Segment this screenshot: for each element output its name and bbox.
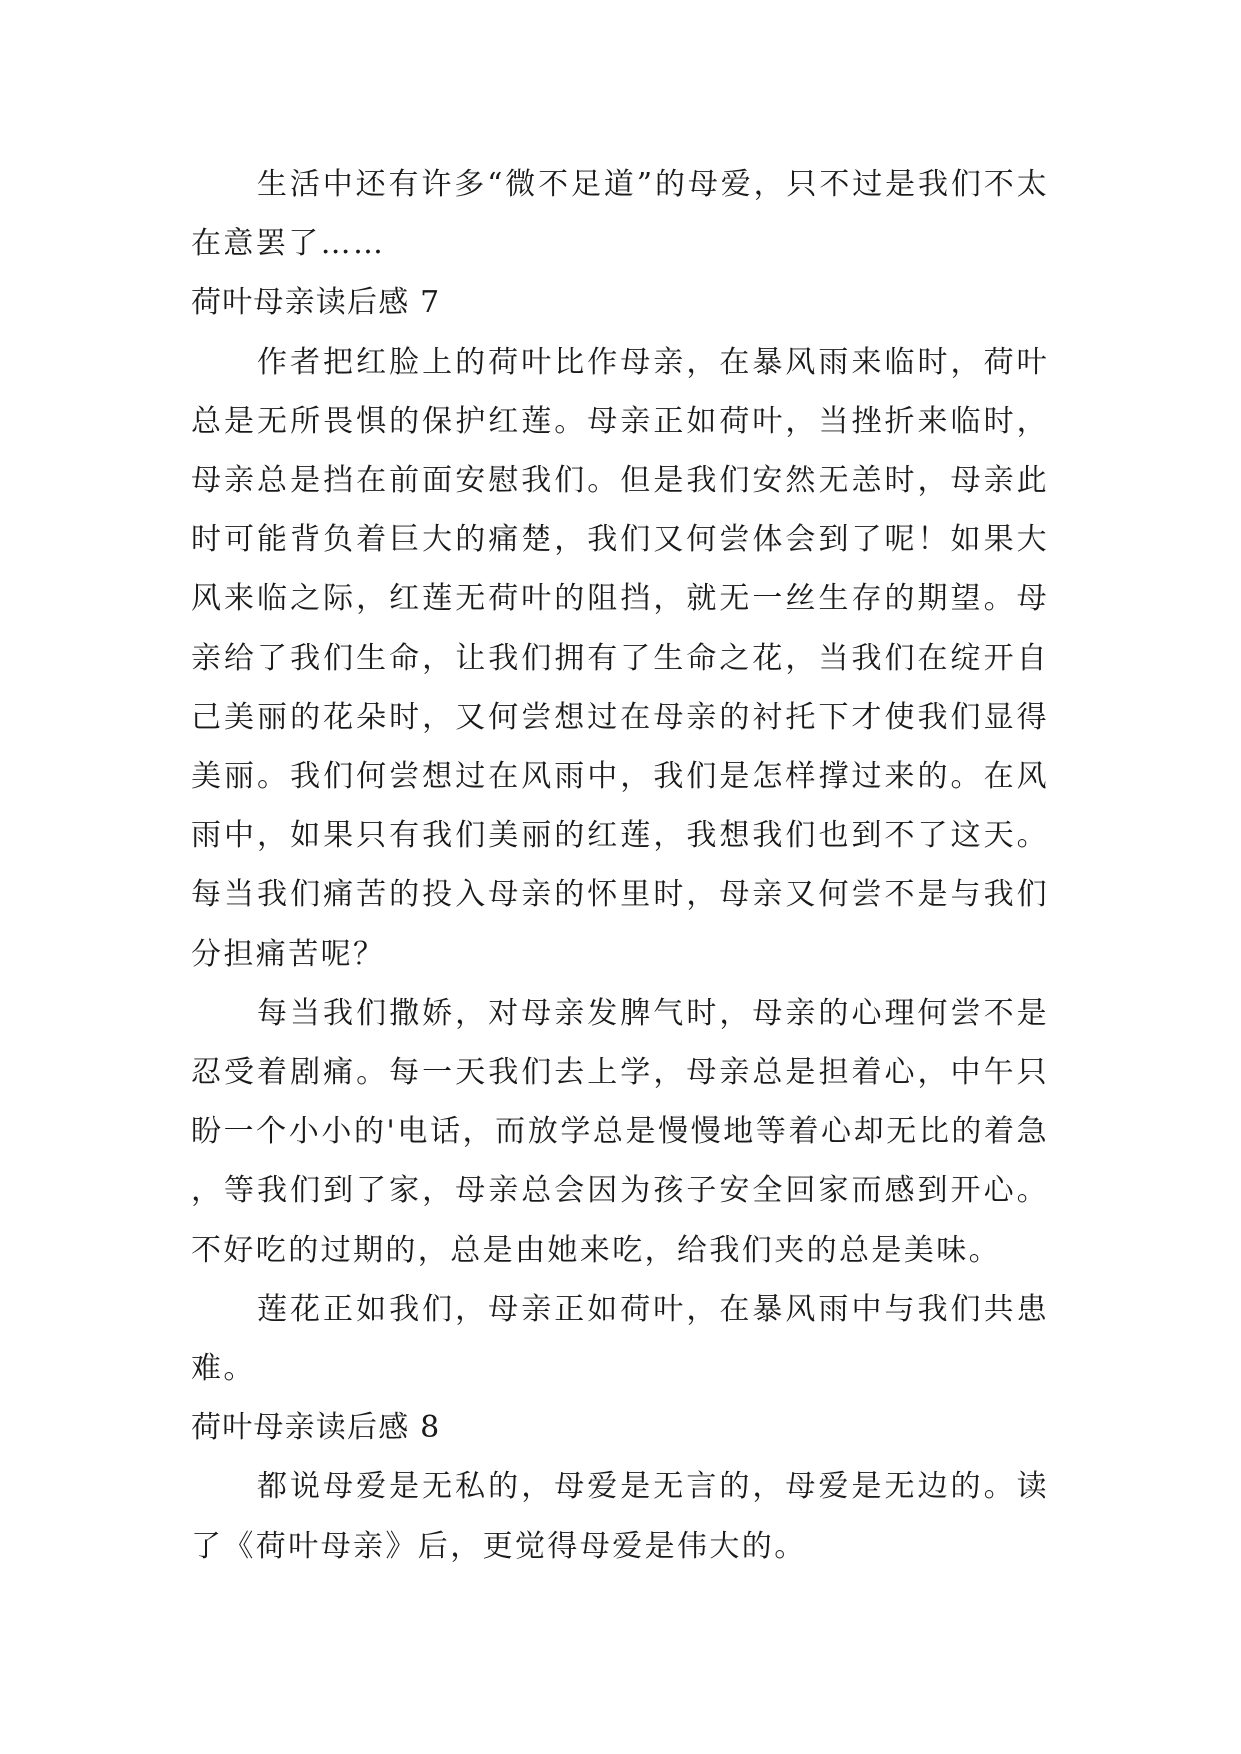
paragraph-selfless-love: 都说母爱是无私的，母爱是无言的，母爱是无边的。读了《荷叶母亲》后，更觉得母爱是伟大的。 (191, 1469, 1049, 1564)
section-heading-8: 荷叶母亲读后感 8 (191, 1410, 441, 1446)
document-body (191, 155, 1049, 1576)
paragraph-lotus-conclusion: 莲花正如我们，母亲正如荷叶，在暴风雨中与我们共患难。 (191, 1291, 1049, 1387)
paragraph-mother-worries: 每当我们撒娇，对母亲发脾气时，母亲的心理何尝不是忍受着剧痛。每一天我们去上学，母亲总是担着心，中午只盼一个小小的'电话，而放学总是慢慢地等着心却无比的着急，等我们到了家，母亲总会因为孩子安全回家而感到开心。不好吃的过期的，总是由她来吃，给我们夹的总是美味。 (191, 995, 1049, 1268)
paragraph-mother-love-intro: 生活中还有许多“微不足道”的母爱，只不过是我们不太在意罢了…… (191, 167, 1049, 262)
paragraph-lotus-leaf-metaphor: 作者把红脸上的荷叶比作母亲，在暴风雨来临时，荷叶总是无所畏惧的保护红莲。母亲正如荷叶，当挫折来临时，母亲总是挡在前面安慰我们。但是我们安然无恙时，母亲此时可能背负着巨大的痛楚，我们又何尝体会到了呢！如果大风来临之际，红莲无荷叶的阻挡，就无一丝生存的期望。母亲给了我们生命，让我们拥有了生命之花，当我们在绽开自己美丽的花朵时，又何尝想过在母亲的衬托下才使我们显得美丽。我们何尝想过在风雨中，我们是怎样撑过来的。在风雨中，如果只有我们美丽的红莲，我想我们也到不了这天。每当我们痛苦的投入母亲的怀里时，母亲又何尝不是与我们分担痛苦呢？ (191, 344, 1049, 972)
section-heading-7: 荷叶母亲读后感 7 (191, 285, 441, 321)
